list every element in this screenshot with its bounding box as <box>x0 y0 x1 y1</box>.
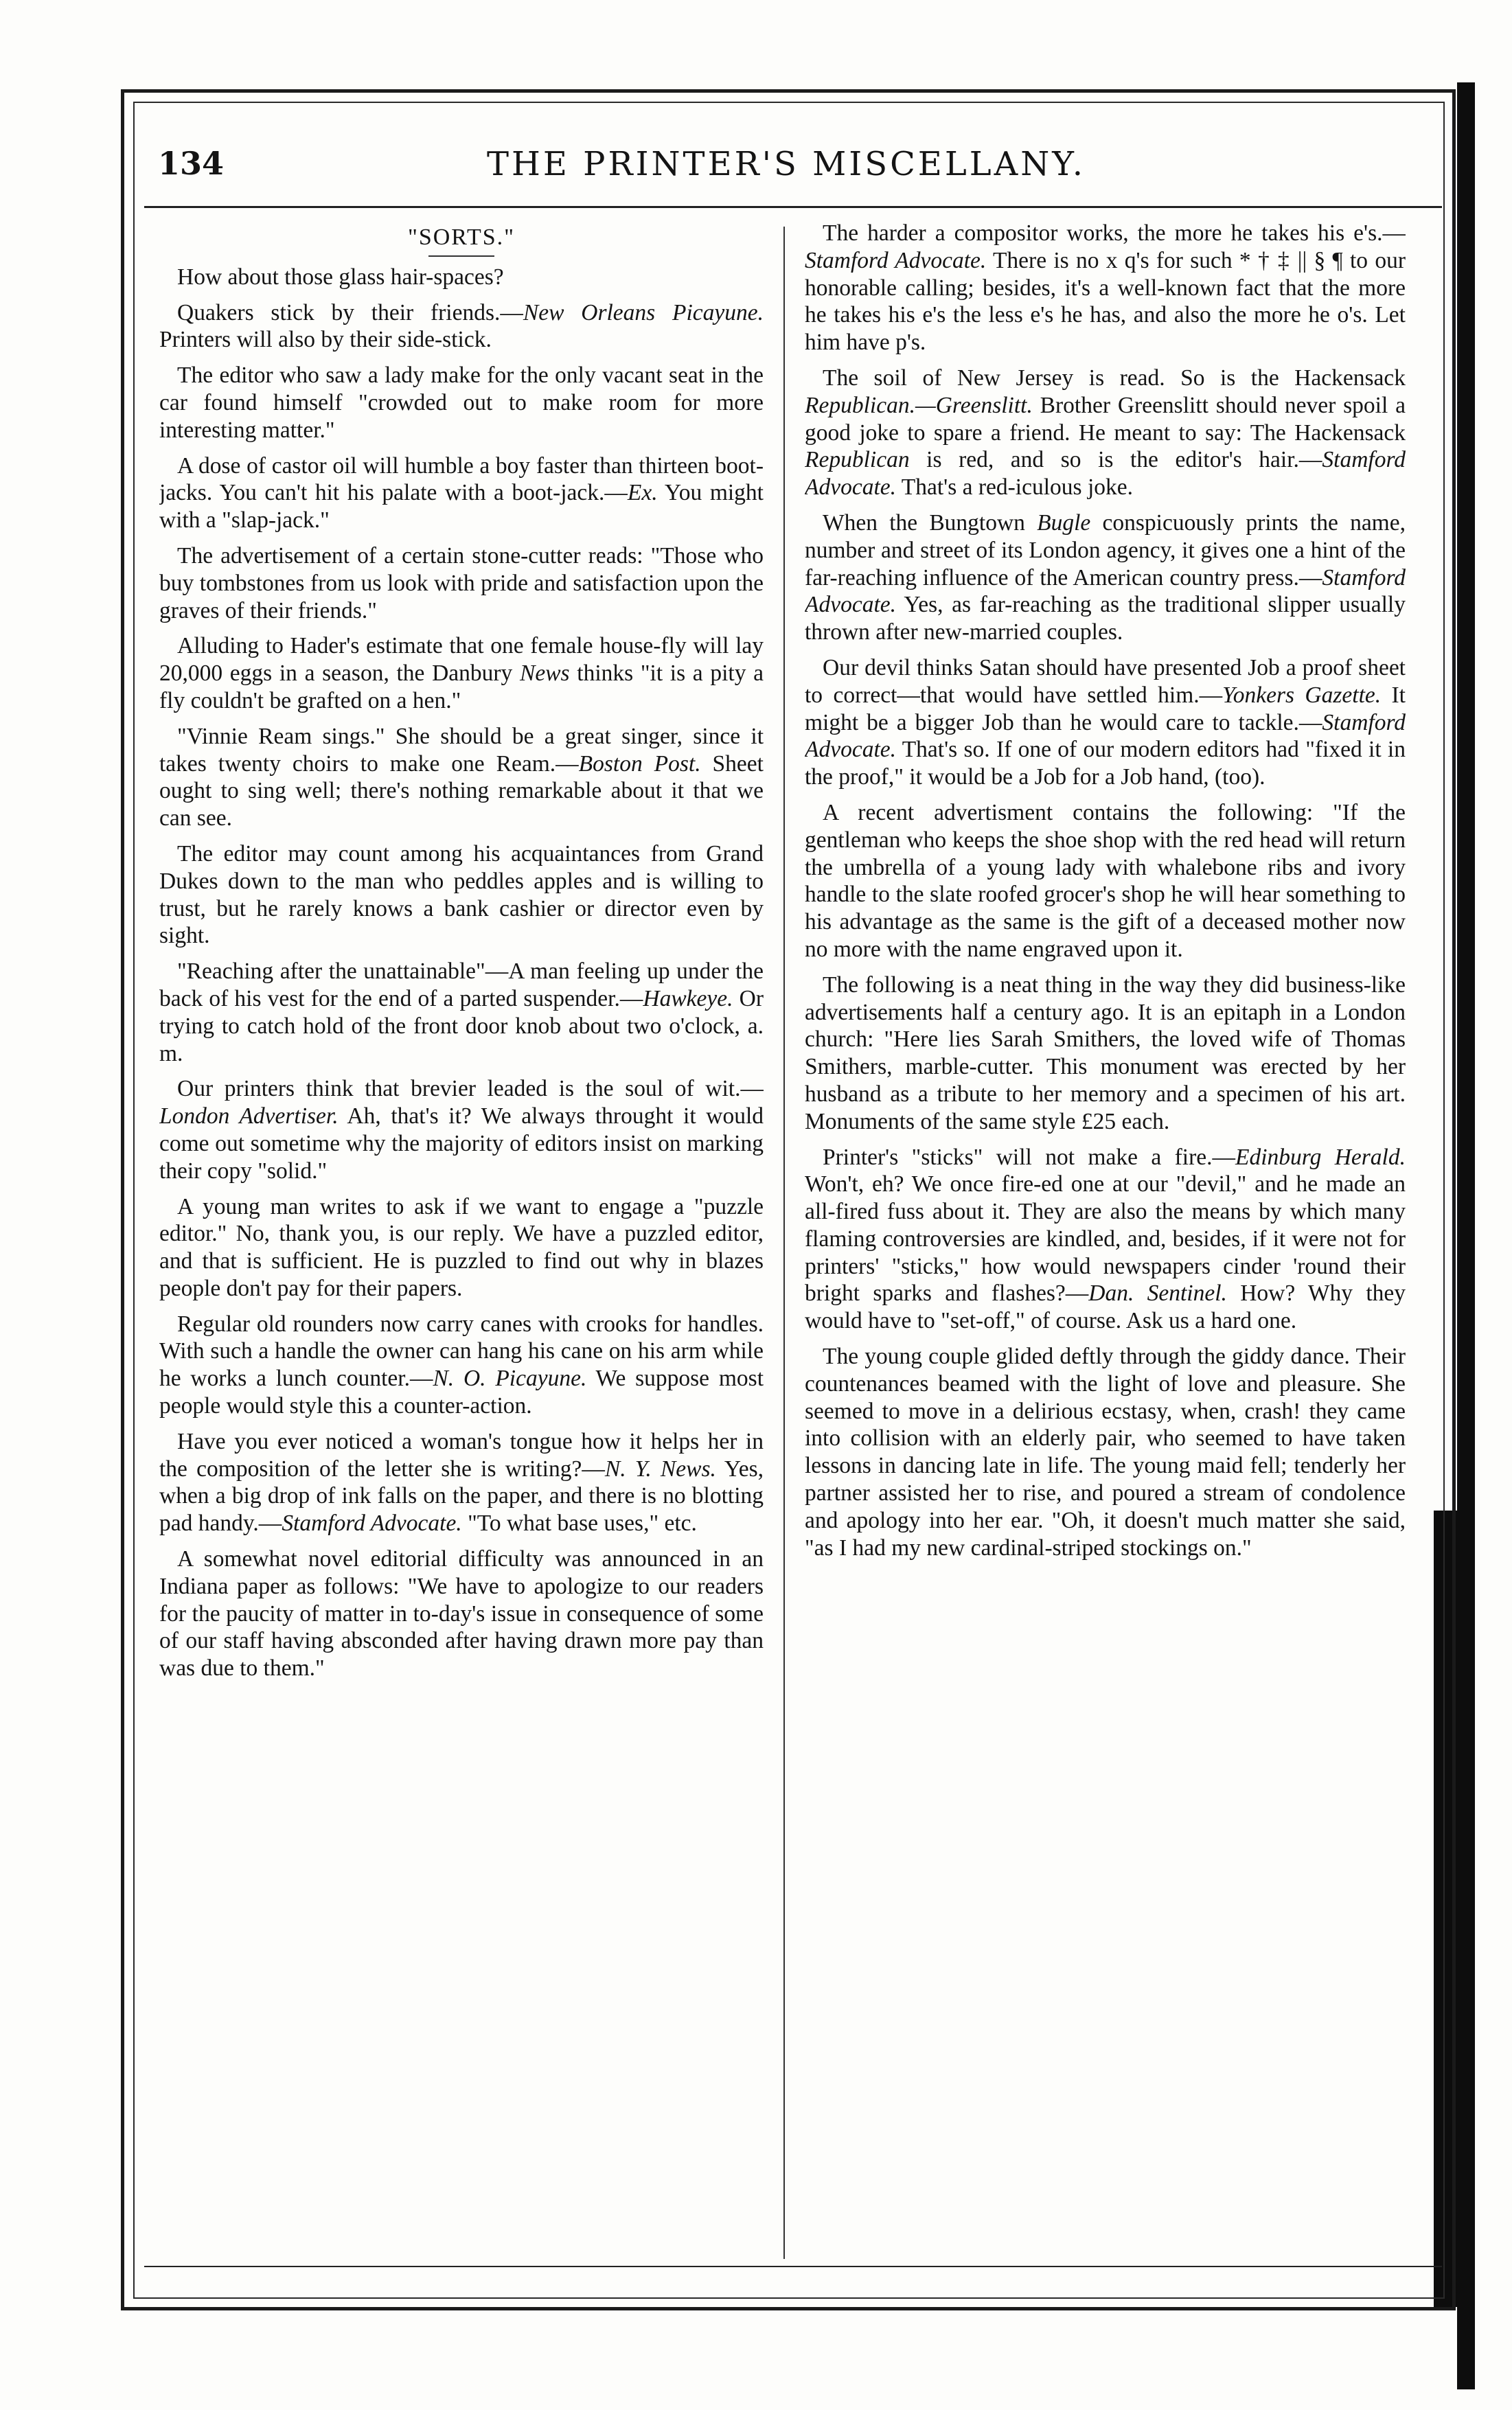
paragraph <box>159 723 764 832</box>
column-title: "SORTS." <box>407 225 516 250</box>
paragraph <box>159 1075 764 1184</box>
paragraph-text: A young man writes to ask if we want to engage a "puzzle editor." No, thank you, is our reply. We have a puzzled editor, and that is sufficient. He is puzzled to find out why in blazes people don't pay for their papers. <box>159 1193 764 1301</box>
right-column <box>805 220 1406 2252</box>
paragraph-text: The editor who saw a lady make for the only vacant seat in the car found himself "crowded out to make room for more interesting matter." <box>159 363 764 443</box>
paragraph <box>159 1428 764 1537</box>
column-divider <box>783 227 785 2259</box>
paragraph-text: thinks "it is a pity a fly couldn't be grafted on a hen." <box>159 661 764 713</box>
paragraph-text: The soil of New Jersey is read. So is the Hackensack <box>823 365 1406 391</box>
paragraph-text: Printer's "sticks" will not make a fire.— <box>823 1144 1235 1170</box>
paragraph-text: Or trying to catch hold of the front door knob about two o'clock, a. m. <box>159 985 764 1066</box>
paragraph-text: It might be a bigger Job than he would care to tackle.— <box>805 682 1406 735</box>
paragraph-text: "To what base uses," etc. <box>461 1511 697 1537</box>
paragraph <box>805 220 1406 356</box>
citation: Republican <box>805 447 910 473</box>
citation: Stamford Advocate. <box>805 247 987 273</box>
paragraph <box>805 654 1406 791</box>
citation: Yonkers Gazette. <box>1222 682 1382 708</box>
citation: New Orleans Picayune. <box>523 299 764 325</box>
citation: Hawkeye. <box>643 985 733 1011</box>
citation: Edinburg Herald. <box>1235 1144 1406 1170</box>
paragraph <box>805 509 1406 646</box>
paragraph-text: That's so. If one of our modern editors had "fixed it in the proof," it would be a Job for a Job hand, (too). <box>805 737 1406 790</box>
paragraph-text: We suppose most people would style this a counter-action. <box>159 1366 764 1419</box>
title-rule <box>428 255 494 257</box>
paragraph <box>805 972 1406 1136</box>
citation: Republican.—Greenslitt. <box>805 392 1033 418</box>
paragraph <box>159 299 764 354</box>
paragraph-text: Brother Greenslitt should never spoil a good joke to spare a friend. He meant to say: The Hackensack <box>805 392 1406 446</box>
paragraph-text: Ah, that's it? We always throught it would come out sometime why the majority of editors insist on marking their copy "solid." <box>159 1103 764 1184</box>
citation: Stamford Advocate. <box>805 447 1406 501</box>
paragraph-text: Sheet ought to sing well; there's nothing remarkable about it that we can see. <box>159 750 764 831</box>
paragraph-text: The advertisement of a certain stone-cutter reads: "Those who buy tombstones from us look with pride and satisfaction upon the graves of their friends." <box>159 542 764 623</box>
paragraph <box>159 542 764 624</box>
left-column <box>159 220 764 2252</box>
paragraph-text: is red, and so is the editor's hair.— <box>909 447 1322 473</box>
paragraph-text: Our devil thinks Satan should have presented Job a proof sheet to correct—that would have settled him.— <box>805 654 1406 708</box>
paragraph-text: That's a red-iculous joke. <box>896 474 1133 501</box>
right-column-body <box>805 220 1406 1561</box>
page-header <box>158 141 1414 203</box>
paragraph-text: Printers will also by their side-stick. <box>159 327 492 353</box>
paragraph-text: A dose of castor oil will humble a boy faster than thirteen boot-jacks. You can't hit his palate with a boot-jack.— <box>159 452 764 506</box>
running-head: THE PRINTER'S MISCELLANY. <box>486 145 1086 183</box>
paragraph-text: Alluding to Hader's estimate that one female house-fly will lay 20,000 eggs in a season, the Danbury <box>159 633 764 687</box>
paragraph-text: conspicuously prints the name, number and street of its London agency, it gives one a hint of the far-reaching influence of the American country press.— <box>805 509 1406 590</box>
bottom-rule <box>144 2266 1442 2267</box>
paragraph-text: "Vinnie Ream sings." She should be a great singer, since it takes twenty choirs to make one Ream.— <box>159 723 764 777</box>
paragraph <box>159 1546 764 1682</box>
citation: Stamford Advocate. <box>282 1511 462 1537</box>
paragraph <box>159 452 764 534</box>
citation: Bugle <box>1037 509 1091 536</box>
paragraph-text: Regular old rounders now carry canes with crooks for handles. With such a handle the owner can hang his cane on his arm while he works a lunch counter.— <box>159 1311 764 1392</box>
citation: Boston Post. <box>578 750 701 777</box>
paragraph-text: When the Bungtown <box>823 509 1038 536</box>
paragraph-text: Yes, when a big drop of ink falls on the paper, and there is no blotting pad handy.— <box>159 1456 764 1537</box>
citation: London Advertiser. <box>159 1103 339 1129</box>
paragraph <box>159 840 764 950</box>
paragraph-text: A recent advertisment contains the following: "If the gentleman who keeps the shoe shop with the red head will return the umbrella of a young lady with whalebone ribs and ivory handle to the slate roofed grocer's shop he will hear something to his advantage as the same is the gift of a deceased mother now no more with the name engraved upon it. <box>805 799 1406 962</box>
paragraph-text: A somewhat novel editorial difficulty was announced in an Indiana paper as follows: "We have to apologize to our readers for the paucity of matter in to-day's issue in consequence of some of our staff having absconded after having drawn more pay than was due to them." <box>159 1546 764 1682</box>
paragraph <box>159 958 764 1067</box>
paragraph-text: There is no x q's for such * † ‡ || § ¶ to our honorable calling; besides, it's a well-known fact that the more he takes his e's the less e's he has, and also the more he o's. Let him have p's. <box>805 247 1406 356</box>
paragraph-text: Our printers think that brevier leaded is the soul of wit.— <box>177 1076 764 1102</box>
paragraph-text: Have you ever noticed a woman's tongue how it helps her in the composition of the letter she is writing?— <box>159 1428 764 1482</box>
paragraph <box>805 799 1406 963</box>
citation: News <box>519 661 570 687</box>
paragraph <box>159 1311 764 1420</box>
page-number: 134 <box>158 145 225 182</box>
paragraph-text: The editor may count among his acquaintances from Grand Dukes down to the man who peddles apples and is willing to trust, but he rarely knows a bank cashier or director even by sight. <box>159 840 764 949</box>
paragraph-text: How about those glass hair-spaces? <box>177 264 504 290</box>
paragraph <box>159 362 764 444</box>
citation: Stamford Advocate. <box>805 709 1406 763</box>
paragraph-text: The harder a compositor works, the more he takes his e's.— <box>823 220 1406 246</box>
citation: N. O. Picayune. <box>433 1366 587 1392</box>
paragraph-text: The young couple glided deftly through the giddy dance. Their countenances beamed with the light of love and pleasure. She seemed to move in a delirious ecstasy, when, crash! they came into collision with an elderly pair, who seemed to have taken lessons in dancing late in life. The young maid fell; tenderly her partner assisted her to rise, and poured a stream of condolence and apology into her ear. "Oh, it doesn't much matter she said, "as I had my new cardinal-striped stockings on." <box>805 1344 1406 1561</box>
paragraph <box>159 632 764 714</box>
citation: N. Y. News. <box>604 1456 716 1482</box>
paragraph <box>159 1193 764 1302</box>
paragraph-text: You might with a "slap-jack." <box>159 480 764 533</box>
paragraph-text: The following is a neat thing in the way they did business-like advertisements half a century ago. It is an epitaph in a London church: "Here lies Sarah Smithers, the loved wife of Thomas Smithers, marble-cutter. This monument was erected by her husband as a tribute to her memory and a specimen of his art. Monuments of the same style £25 each. <box>805 972 1406 1134</box>
paragraph <box>805 1343 1406 1561</box>
paragraph <box>159 264 764 291</box>
header-rule <box>144 206 1442 208</box>
paragraph-text: Won't, eh? We once fire-ed one at our "devil," and he made an all-fired fuss about it. They are also the means by which many flaming controversies are kindled, and, besides, if it were not for printers' "sticks," how would newspapers cinder 'round their bright sparks and flashes?— <box>805 1171 1406 1307</box>
citation: Ex. <box>627 480 658 506</box>
paragraph-text: How? Why they would have to "set-off," of course. Ask us a hard one. <box>805 1281 1406 1334</box>
paragraph-text: Yes, as far-reaching as the traditional slipper usually thrown after new-married couples. <box>805 592 1406 645</box>
paragraph-text: Quakers stick by their friends.— <box>177 299 523 325</box>
left-column-body <box>159 264 764 1682</box>
citation: Dan. Sentinel. <box>1088 1281 1227 1307</box>
paragraph <box>805 365 1406 501</box>
citation: Stamford Advocate. <box>805 564 1406 618</box>
paragraph <box>805 1144 1406 1335</box>
paragraph-text: "Reaching after the unattainable"—A man feeling up under the back of his vest for the end of a parted suspender.— <box>159 959 764 1011</box>
